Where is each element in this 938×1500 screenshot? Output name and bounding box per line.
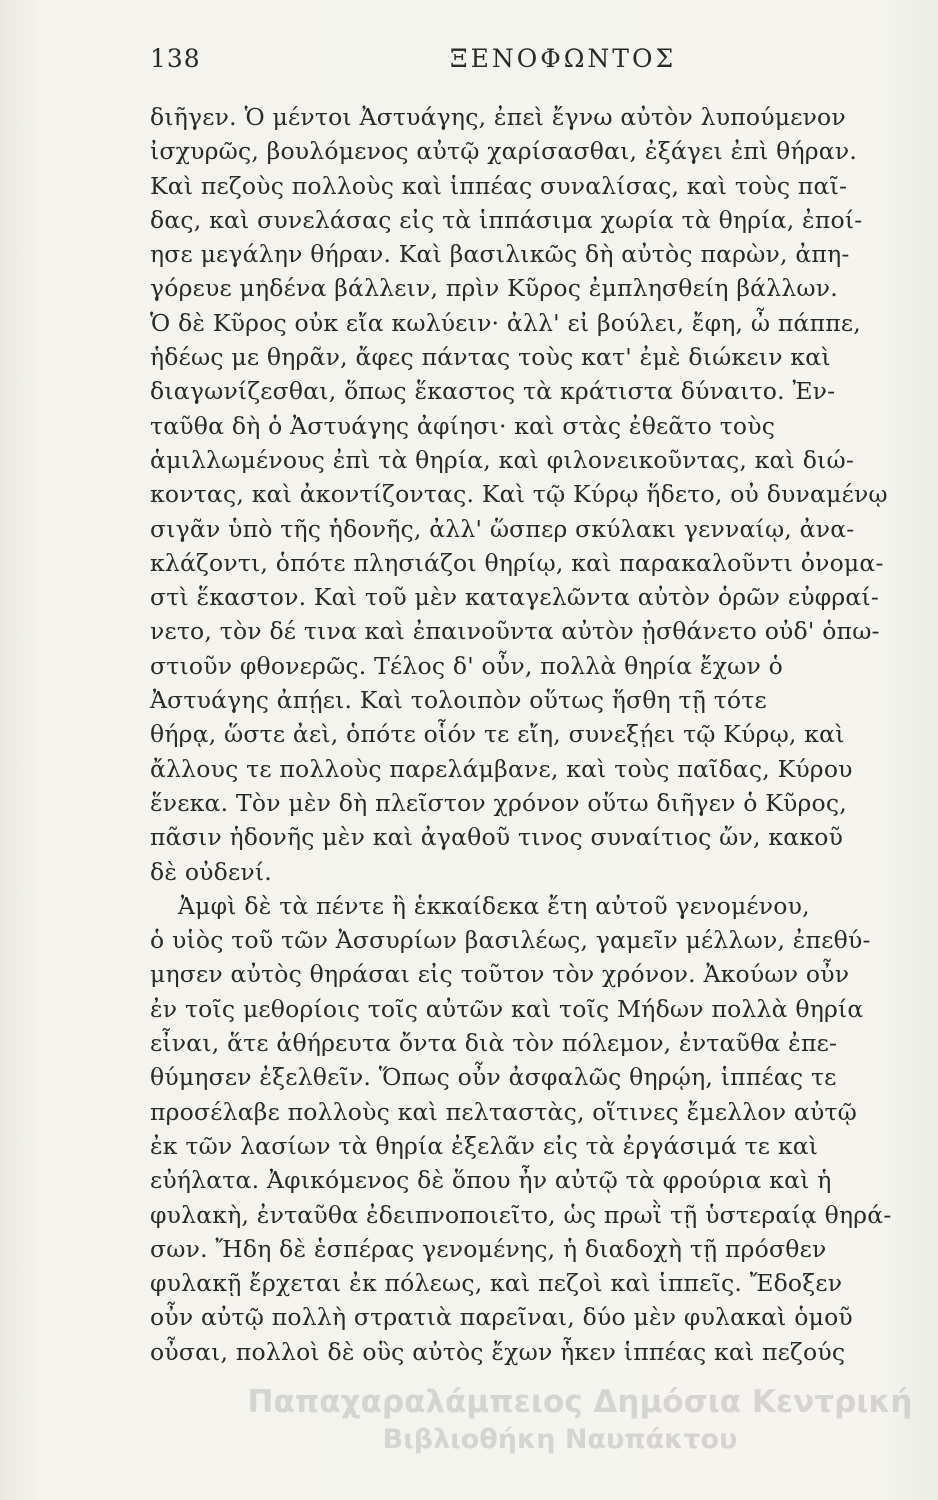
text-line: στὶ ἕκαστον. Καὶ τοῦ μὲν καταγελῶντα αὐτὸν ὁρῶν εὐφραί- bbox=[150, 583, 879, 612]
page-number: 138 bbox=[150, 44, 201, 73]
text-line: Καὶ πεζοὺς πολλοὺς καὶ ἱππέας συναλίσας, καὶ τοὺς παῖ- bbox=[150, 171, 848, 200]
text-line: δὲ οὐδενί. bbox=[150, 857, 272, 886]
text-line: δας, καὶ συνελάσας εἰς τὰ ἱππάσιμα χωρία τὰ θηρία, ἐποί- bbox=[150, 205, 863, 234]
text-line: διαγωνίζεσθαι, ὅπως ἕκαστος τὰ κράτιστα δύναιτο. Ἐν- bbox=[150, 377, 836, 406]
library-watermark-line2: Βιβλιοθήκη Ναυπάκτου bbox=[382, 1424, 738, 1455]
text-line: σιγᾶν ὑπὸ τῆς ἡδονῆς, ἀλλ' ὥσπερ σκύλακι γενναίῳ, ἀνα- bbox=[150, 514, 855, 543]
text-line: Ὁ δὲ Κῦρος οὐκ εἴα κωλύειν· ἀλλ' εἰ βούλει, ἔφη, ὦ πάππε, bbox=[150, 308, 861, 337]
text-line: πᾶσιν ἡδονῆς μὲν καὶ ἀγαθοῦ τινος συναίτιος ὤν, κακοῦ bbox=[150, 823, 844, 852]
text-line: ἐκ τῶν λασίων τὰ θηρία ἐξελᾶν εἰς τὰ ἐργάσιμά τε καὶ bbox=[150, 1131, 819, 1160]
text-line: θύμησεν ἐξελθεῖν. Ὅπως οὖν ἀσφαλῶς θηρῴη, ἱππέας τε bbox=[150, 1063, 837, 1092]
text-line: σων. Ἤδη δὲ ἑσπέρας γενομένης, ἡ διαδοχὴ τῇ πρόσθεν bbox=[150, 1234, 827, 1263]
text-line: ἡδέως με θηρᾶν, ἄφες πάντας τοὺς κατ' ἐμὲ διώκειν καὶ bbox=[150, 343, 831, 372]
text-line: Ἀστυάγης ἀπῄει. Καὶ τολοιπὸν οὕτως ἥσθη τῇ τότε bbox=[150, 686, 767, 715]
text-line: γόρευε μηδένα βάλλειν, πρὶν Κῦρος ἐμπλησθείη βάλλων. bbox=[150, 274, 838, 303]
running-head: ΞΕΝΟΦΩΝΤΟΣ bbox=[450, 44, 677, 73]
paragraph-start-line: Ἀμφὶ δὲ τὰ πέντε ἢ ἑκκαίδεκα ἔτη αὐτοῦ γενομένου, bbox=[178, 891, 810, 920]
text-line: διῆγεν. Ὁ μέντοι Ἀστυάγης, ἐπεὶ ἔγνω αὐτὸν λυπούμενον bbox=[150, 103, 846, 131]
text-line: ἄλλους τε πολλοὺς παρελάμβανε, καὶ τοὺς παῖδας, Κύρου bbox=[150, 754, 853, 783]
text-line: ησε μεγάλην θήραν. Καὶ βασιλικῶς δὴ αὐτὸς παρὼν, ἀπη- bbox=[150, 240, 850, 269]
text-line: θήρᾳ, ὥστε ἀεὶ, ὁπότε οἷόν τε εἴη, συνεξῄει τῷ Κύρῳ, καὶ bbox=[150, 720, 845, 749]
body-text bbox=[150, 100, 898, 1369]
text-line: φυλακῇ ἔρχεται ἐκ πόλεως, καὶ πεζοὶ καὶ ἱππεῖς. Ἔδοξεν bbox=[150, 1269, 843, 1298]
text-line: μησεν αὐτὸς θηράσαι εἰς τοῦτον τὸν χρόνον. Ἀκούων οὖν bbox=[150, 960, 850, 989]
text-line: φυλακὴ, ἐνταῦθα ἐδειπνοποιεῖτο, ὡς πρωῒ τῇ ὑστεραίᾳ θηρά- bbox=[150, 1200, 892, 1229]
text-line: νετο, τὸν δέ τινα καὶ ἐπαινοῦντα αὐτὸν ᾐσθάνετο οὐδ' ὁπω- bbox=[150, 617, 880, 646]
text-line: στιοῦν φθονερῶς. Τέλος δ' οὖν, πολλὰ θηρία ἔχων ὁ bbox=[150, 651, 784, 680]
text-line: προσέλαβε πολλοὺς καὶ πελταστὰς, οἵτινες ἔμελλον αὐτῷ bbox=[150, 1097, 858, 1126]
page-header bbox=[150, 44, 830, 84]
text-line: κοντας, καὶ ἀκοντίζοντας. Καὶ τῷ Κύρῳ ἥδετο, οὐ δυναμένῳ bbox=[150, 480, 888, 509]
text-line: εὐήλατα. Ἀφικόμενος δὲ ὅπου ἦν αὐτῷ τὰ φρούρια καὶ ἡ bbox=[150, 1166, 832, 1195]
text-line: οὖσαι, πολλοὶ δὲ οὓς αὐτὸς ἔχων ἧκεν ἱππέας καὶ πεζούς bbox=[150, 1337, 846, 1366]
library-watermark-line1: Παπαχαραλάμπειος Δημόσια Κεντρική bbox=[247, 1384, 913, 1420]
text-line: ὁ υἱὸς τοῦ τῶν Ἀσσυρίων βασιλέως, γαμεῖν μέλλων, ἐπεθύ- bbox=[150, 926, 871, 955]
text-line: ἰσχυρῶς, βουλόμενος αὐτῷ χαρίσασθαι, ἐξάγει ἐπὶ θήραν. bbox=[150, 137, 858, 166]
text-line: οὖν αὐτῷ πολλὴ στρατιὰ παρεῖναι, δύο μὲν φυλακαὶ ὁμοῦ bbox=[150, 1303, 853, 1332]
text-line: ἐν τοῖς μεθορίοις τοῖς αὐτῶν καὶ τοῖς Μήδων πολλὰ θηρία bbox=[150, 994, 864, 1023]
text-line: εἶναι, ἅτε ἀθήρευτα ὄντα διὰ τὸν πόλεμον, ἐνταῦθα ἐπε- bbox=[150, 1029, 838, 1058]
text-line: ἕνεκα. Τὸν μὲν δὴ πλεῖστον χρόνον οὕτω διῆγεν ὁ Κῦρος, bbox=[150, 788, 847, 817]
text-line: κλάζοντι, ὁπότε πλησιάζοι θηρίῳ, καὶ παρακαλοῦντι ὀνομα- bbox=[150, 548, 884, 577]
text-line: ταῦθα δὴ ὁ Ἀστυάγης ἀφίησι· καὶ στὰς ἐθεᾶτο τοὺς bbox=[150, 411, 776, 440]
text-line: ἁμιλλωμένους ἐπὶ τὰ θηρία, καὶ φιλονεικοῦντας, καὶ διώ- bbox=[150, 445, 854, 474]
